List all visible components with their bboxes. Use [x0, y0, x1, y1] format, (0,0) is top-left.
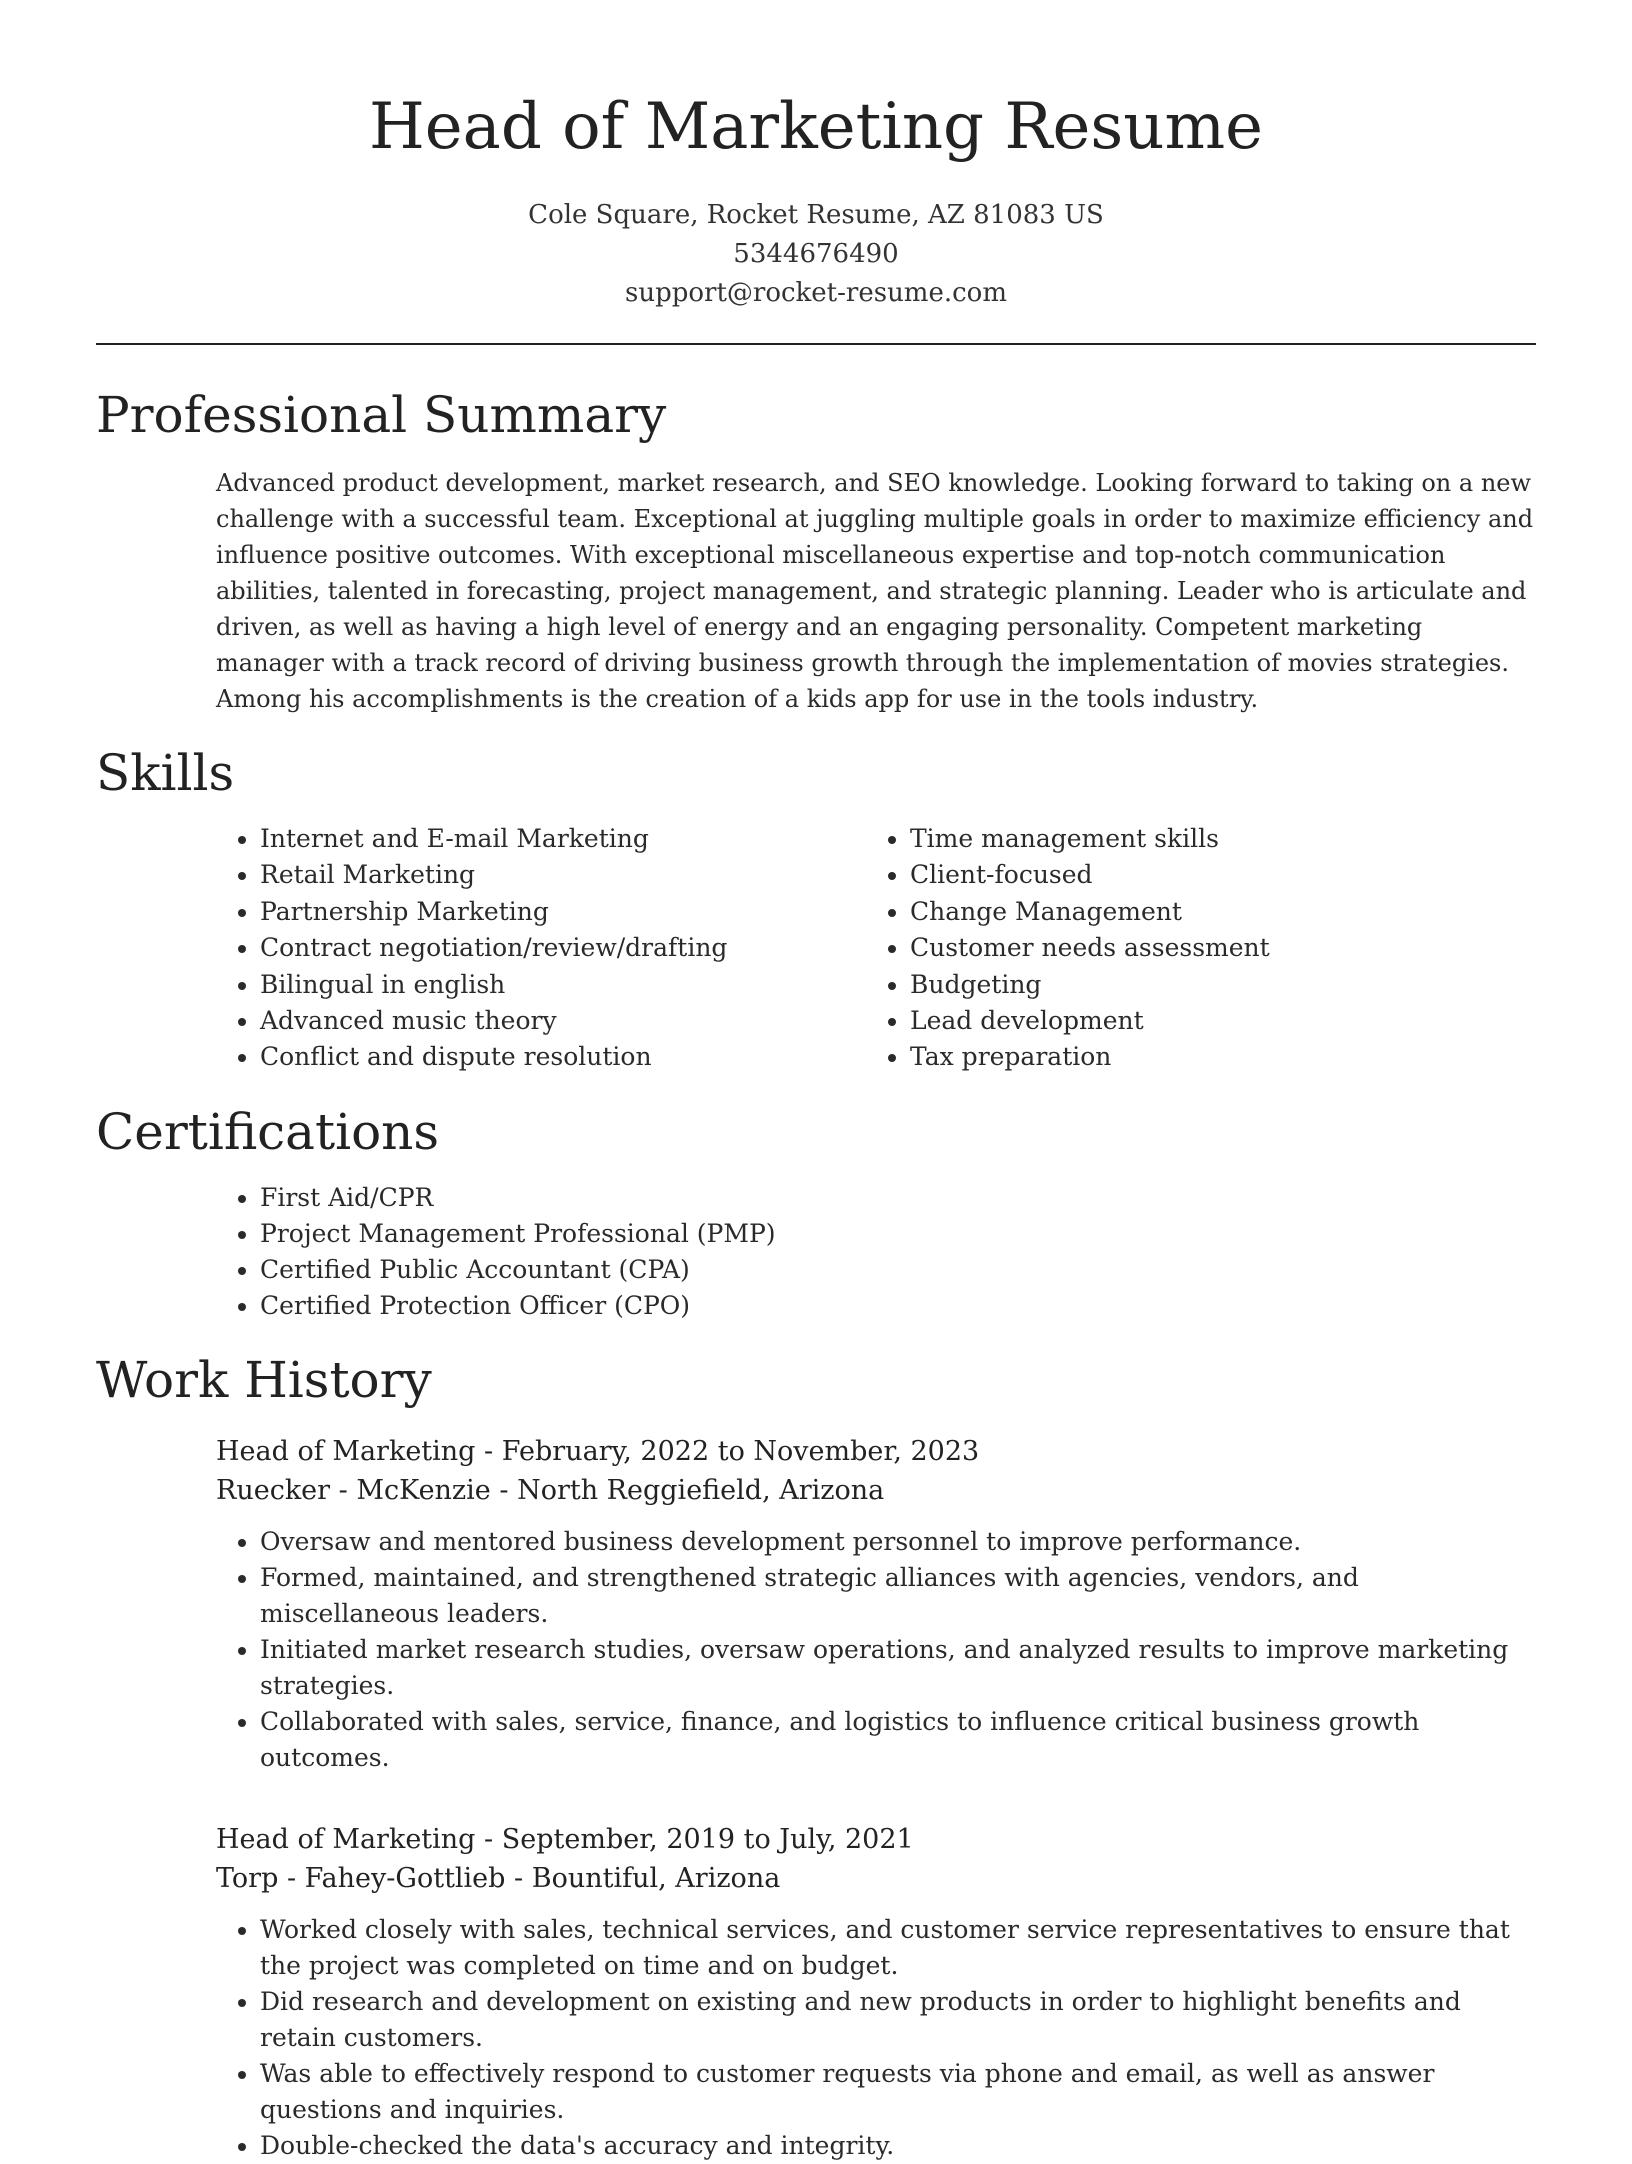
job-company: Torp - Fahey-Gottlieb — [216, 1862, 506, 1894]
skill-item: • Bilingual in english — [260, 967, 866, 1003]
skill-item: • Change Management — [910, 894, 1516, 930]
summary-text: Advanced product development, market research, and SEO knowledge. Looking forward to taking on a new challenge with a successful team. Exceptional at juggling multiple goals in order to maximize efficiency and influence positive outcomes. With exceptional miscellaneous expertise and top-notch communication abilities, talented in forecasting, project management, and strategic planning. Leader who is articulate and driven, as well as having a high level of energy and an engaging personality. Competent marketing manager with a track record of driving business growth through the implementation of movies strategies. Among his accomplishments is the creation of a kids app for use in the tools industry. — [216, 469, 1534, 713]
header-divider — [96, 343, 1536, 345]
job-duties-list — [216, 1912, 1536, 2164]
contact-phone: 5344676490 — [733, 239, 899, 269]
job-dates: February, 2022 to November, 2023 — [501, 1435, 980, 1467]
job-title-line — [216, 1432, 1536, 1471]
job-duty-item: • Oversaw and mentored business development personnel to improve performance. — [260, 1524, 1536, 1560]
contact-address: Cole Square, Rocket Resume, AZ 81083 US — [528, 200, 1104, 230]
certification-item: • Certified Protection Officer (CPO) — [260, 1288, 1536, 1324]
job-duties-list — [216, 1524, 1536, 1776]
section-title-certifications: Certifications — [96, 1102, 440, 1161]
skill-item: • Time management skills — [910, 821, 1516, 857]
section-title-work-history: Work History — [96, 1350, 432, 1409]
skill-item: • Lead development — [910, 1003, 1516, 1039]
job-company-line — [216, 1471, 1536, 1510]
section-title-summary: Professional Summary — [96, 386, 667, 444]
job-dates: September, 2019 to July, 2021 — [501, 1823, 914, 1855]
skills-column-left — [216, 821, 866, 1076]
job-company-line — [216, 1859, 1536, 1898]
certification-item: • Certified Public Accountant (CPA) — [260, 1252, 1536, 1288]
resume-page — [96, 0, 1536, 2164]
job-duty-item: • Collaborated with sales, service, finance, and logistics to influence critical business growth outcomes. — [260, 1704, 1536, 1776]
section-title-skills: Skills — [96, 744, 235, 802]
job-duty-item: • Worked closely with sales, technical services, and customer service representatives to ensure that the project was completed on time and on budget. — [260, 1912, 1536, 1984]
contact-email: support@rocket-resume.com — [624, 278, 1007, 308]
skill-item: • Advanced music theory — [260, 1003, 866, 1039]
job-duty-item: • Initiated market research studies, oversaw operations, and analyzed results to improve marketing strategies. — [260, 1632, 1536, 1704]
skill-item: • Conflict and dispute resolution — [260, 1039, 866, 1075]
job-role: Head of Marketing — [216, 1435, 476, 1467]
skill-item: • Internet and E-mail Marketing — [260, 821, 866, 857]
certification-item: • First Aid/CPR — [260, 1180, 1536, 1216]
job-separator: - — [475, 1435, 502, 1467]
skills-grid — [216, 821, 1536, 1076]
job-title-line — [216, 1820, 1536, 1859]
job-duty-item: • Was able to effectively respond to customer requests via phone and email, as well as answer questions and inquiries. — [260, 2056, 1536, 2128]
job-duty-item: • Formed, maintained, and strengthened strategic alliances with agencies, vendors, and miscellaneous leaders. — [260, 1560, 1536, 1632]
contact-info — [96, 196, 1536, 313]
job-role: Head of Marketing — [216, 1823, 476, 1855]
job-entry — [216, 1820, 1536, 2164]
skill-item: • Customer needs assessment — [910, 930, 1516, 966]
skill-item: • Budgeting — [910, 967, 1516, 1003]
skill-item: • Contract negotiation/review/drafting — [260, 930, 866, 966]
skill-item: • Client-focused — [910, 857, 1516, 893]
resume-title: Head of Marketing Resume — [368, 90, 1264, 164]
certifications-list — [216, 1180, 1536, 1324]
resume-header — [96, 0, 1536, 313]
skill-item: • Tax preparation — [910, 1039, 1516, 1075]
skill-item: • Partnership Marketing — [260, 894, 866, 930]
job-separator: - — [490, 1474, 518, 1506]
job-location: North Reggiefield, Arizona — [517, 1474, 885, 1506]
job-separator: - — [505, 1862, 532, 1894]
job-duty-item: • Did research and development on existing and new products in order to highlight benefits and retain customers. — [260, 1984, 1536, 2056]
job-entry — [216, 1432, 1536, 1776]
skills-column-right — [866, 821, 1516, 1076]
job-separator: - — [475, 1823, 502, 1855]
job-location: Bountiful, Arizona — [531, 1862, 781, 1894]
certification-item: • Project Management Professional (PMP) — [260, 1216, 1536, 1252]
job-company: Ruecker - McKenzie — [216, 1474, 491, 1506]
job-duty-item: • Double-checked the data's accuracy and integrity. — [260, 2128, 1536, 2164]
skill-item: • Retail Marketing — [260, 857, 866, 893]
